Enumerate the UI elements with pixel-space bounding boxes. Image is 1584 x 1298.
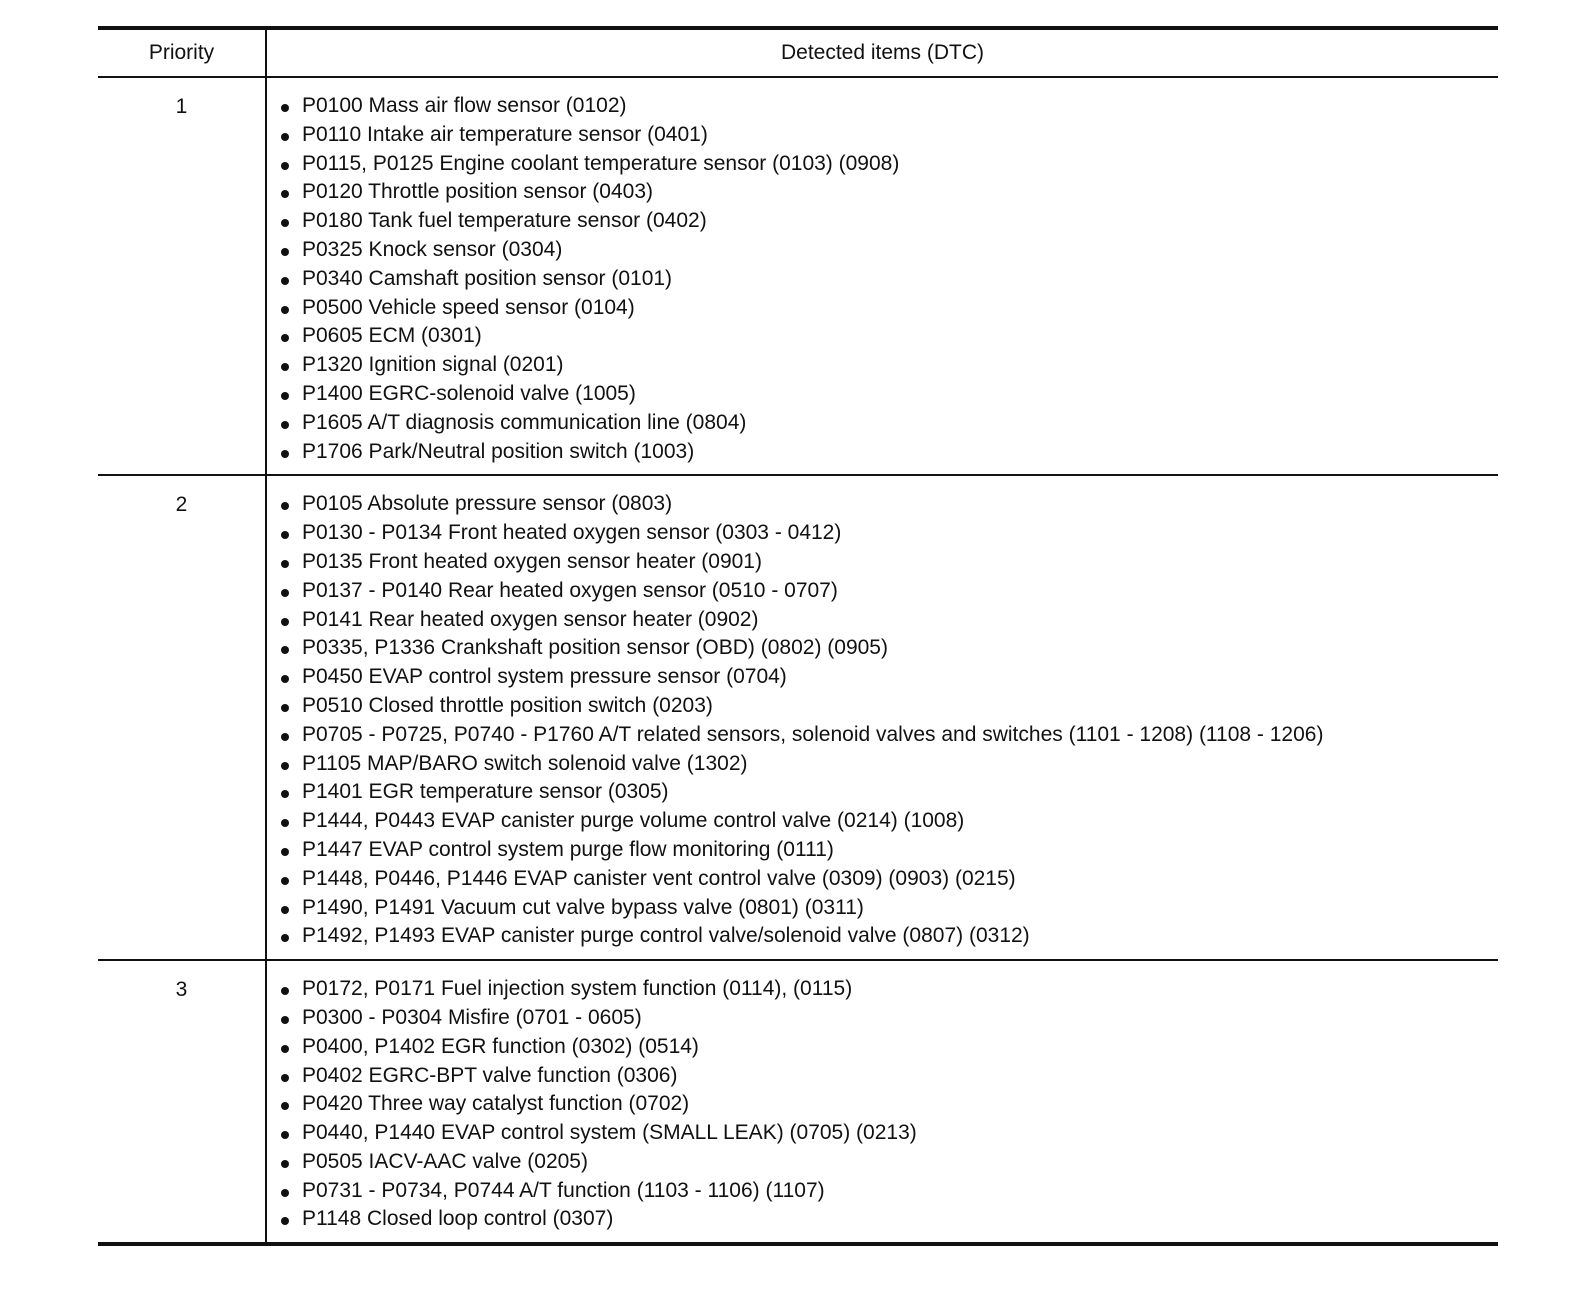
list-item [275, 207, 1498, 236]
dtc-item-text: P0325 Knock sensor (0304) [302, 237, 563, 261]
list-item [275, 519, 1498, 548]
detected-items-cell [266, 475, 1498, 960]
list-item [275, 975, 1498, 1004]
dtc-item-text: P1105 MAP/BARO switch solenoid valve (1302) [302, 751, 748, 775]
bullet-icon [281, 1160, 289, 1168]
bullet-icon [281, 819, 289, 827]
dtc-priority-table [98, 26, 1498, 1246]
bullet-icon [281, 277, 289, 285]
bullet-icon [281, 848, 289, 856]
list-item [275, 1205, 1498, 1234]
list-item [275, 150, 1498, 179]
table-body [98, 77, 1498, 1244]
bullet-icon [281, 450, 289, 458]
list-item [275, 836, 1498, 865]
dtc-item-text: P0172, P0171 Fuel injection system function (0114), (0115) [302, 977, 853, 1001]
dtc-item-text: P1401 EGR temperature sensor (0305) [302, 780, 669, 804]
dtc-item-text: P0105 Absolute pressure sensor (0803) [302, 492, 673, 516]
bullet-icon [281, 334, 289, 342]
dtc-item-text: P0420 Three way catalyst function (0702) [302, 1092, 690, 1116]
list-item [275, 692, 1498, 721]
dtc-item-text: P0137 - P0140 Rear heated oxygen sensor (0510 - 0707) [302, 578, 838, 602]
bullet-icon [281, 560, 289, 568]
list-item [275, 265, 1498, 294]
bullet-icon [281, 306, 289, 314]
bullet-icon [281, 934, 289, 942]
bullet-icon [281, 104, 289, 112]
list-item [275, 92, 1498, 121]
bullet-icon [281, 877, 289, 885]
table-row [98, 77, 1498, 475]
dtc-item-text: P1605 A/T diagnosis communication line (0804) [302, 410, 747, 434]
list-item [275, 121, 1498, 150]
dtc-list [267, 490, 1498, 951]
dtc-item-text: P0340 Camshaft position sensor (0101) [302, 266, 673, 290]
detected-items-cell [266, 960, 1498, 1244]
list-item [275, 807, 1498, 836]
dtc-item-text: P1492, P1493 EVAP canister purge control valve/solenoid valve (0807) (0312) [302, 924, 1030, 948]
list-item [275, 577, 1498, 606]
bullet-icon [281, 392, 289, 400]
list-item [275, 922, 1498, 951]
list-item [275, 721, 1498, 750]
dtc-item-text: P1320 Ignition signal (0201) [302, 353, 564, 377]
bullet-icon [281, 589, 289, 597]
bullet-icon [281, 363, 289, 371]
bullet-icon [281, 987, 289, 995]
dtc-item-text: P0500 Vehicle speed sensor (0104) [302, 295, 635, 319]
dtc-item-text: P0135 Front heated oxygen sensor heater (0901) [302, 549, 762, 573]
dtc-item-text: P0731 - P0734, P0744 A/T function (1103 - 1106) (1107) [302, 1178, 825, 1202]
priority-cell: 3 [98, 960, 266, 1244]
bullet-icon [281, 421, 289, 429]
bullet-icon [281, 675, 289, 683]
dtc-item-text: P0141 Rear heated oxygen sensor heater (0902) [302, 607, 759, 631]
bullet-icon [281, 646, 289, 654]
dtc-item-text: P1444, P0443 EVAP canister purge volume control valve (0214) (1008) [302, 809, 965, 833]
list-item [275, 236, 1498, 265]
bullet-icon [281, 219, 289, 227]
bullet-icon [281, 1102, 289, 1110]
list-item [275, 178, 1498, 207]
list-item [275, 778, 1498, 807]
bullet-icon [281, 133, 289, 141]
dtc-item-text: P1447 EVAP control system purge flow monitoring (0111) [302, 837, 834, 861]
list-item [275, 894, 1498, 923]
dtc-item-text: P0120 Throttle position sensor (0403) [302, 180, 653, 204]
bullet-icon [281, 1074, 289, 1082]
list-item [275, 1062, 1498, 1091]
detected-items-column-header: Detected items (DTC) [780, 41, 985, 64]
list-item [275, 1119, 1498, 1148]
list-item [275, 409, 1498, 438]
bullet-icon [281, 1045, 289, 1053]
list-item [275, 1033, 1498, 1062]
list-item [275, 294, 1498, 323]
dtc-item-text: P0605 ECM (0301) [302, 324, 482, 348]
dtc-item-text: P0450 EVAP control system pressure sensor (0704) [302, 665, 787, 689]
list-item [275, 438, 1498, 467]
dtc-item-text: P1448, P0446, P1446 EVAP canister vent control valve (0309) (0903) (0215) [302, 866, 1016, 890]
dtc-item-text: P1706 Park/Neutral position switch (1003) [302, 439, 695, 463]
detected-items-cell [266, 77, 1498, 475]
dtc-item-text: P0130 - P0134 Front heated oxygen sensor (0303 - 0412) [302, 521, 842, 545]
dtc-item-text: P0510 Closed throttle position switch (0203) [302, 693, 713, 717]
list-item [275, 1090, 1498, 1119]
dtc-item-text: P0505 IACV-AAC valve (0205) [302, 1149, 588, 1173]
list-item [275, 865, 1498, 894]
list-item [275, 548, 1498, 577]
list-item [275, 322, 1498, 351]
bullet-icon [281, 248, 289, 256]
list-item [275, 1177, 1498, 1206]
bullet-icon [281, 190, 289, 198]
dtc-item-text: P0110 Intake air temperature sensor (0401) [302, 122, 708, 146]
bullet-icon [281, 790, 289, 798]
bullet-icon [281, 618, 289, 626]
bullet-icon [281, 1016, 289, 1024]
dtc-list [267, 92, 1498, 466]
list-item [275, 490, 1498, 519]
bullet-icon [281, 502, 289, 510]
dtc-item-text: P0300 - P0304 Misfire (0701 - 0605) [302, 1005, 642, 1029]
priority-cell: 1 [98, 77, 266, 475]
list-item [275, 380, 1498, 409]
priority-cell: 2 [98, 475, 266, 960]
list-item [275, 351, 1498, 380]
bullet-icon [281, 1217, 289, 1225]
dtc-item-text: P0335, P1336 Crankshaft position sensor (OBD) (0802) (0905) [302, 636, 888, 660]
list-item [275, 663, 1498, 692]
table-header [98, 28, 1498, 77]
list-item [275, 1148, 1498, 1177]
bullet-icon [281, 704, 289, 712]
priority-column-header: Priority [98, 28, 266, 77]
dtc-item-text: P1400 EGRC-solenoid valve (1005) [302, 381, 636, 405]
bullet-icon [281, 531, 289, 539]
bullet-icon [281, 1189, 289, 1197]
list-item [275, 1004, 1498, 1033]
dtc-item-text: P0400, P1402 EGR function (0302) (0514) [302, 1034, 699, 1058]
bullet-icon [281, 906, 289, 914]
dtc-item-text: P0705 - P0725, P0740 - P1760 A/T related sensors, solenoid valves and switches (1101 - 1208) (1108 - 1206) [302, 722, 1324, 746]
dtc-item-text: P0440, P1440 EVAP control system (SMALL LEAK) (0705) (0213) [302, 1121, 917, 1145]
list-item [275, 606, 1498, 635]
dtc-item-text: P0100 Mass air flow sensor (0102) [302, 94, 627, 117]
bullet-icon [281, 1131, 289, 1139]
dtc-item-text: P0115, P0125 Engine coolant temperature sensor (0103) (0908) [302, 151, 900, 175]
dtc-list [267, 975, 1498, 1234]
bullet-icon [281, 762, 289, 770]
header-row [98, 28, 1498, 77]
dtc-item-text: P1490, P1491 Vacuum cut valve bypass valve (0801) (0311) [302, 895, 864, 919]
table-row [98, 475, 1498, 960]
list-item [275, 750, 1498, 779]
bullet-icon [281, 162, 289, 170]
dtc-item-text: P1148 Closed loop control (0307) [302, 1207, 614, 1231]
dtc-item-text: P0402 EGRC-BPT valve function (0306) [302, 1063, 678, 1087]
list-item [275, 634, 1498, 663]
dtc-item-text: P0180 Tank fuel temperature sensor (0402) [302, 209, 707, 233]
table-row [98, 960, 1498, 1244]
bullet-icon [281, 733, 289, 741]
